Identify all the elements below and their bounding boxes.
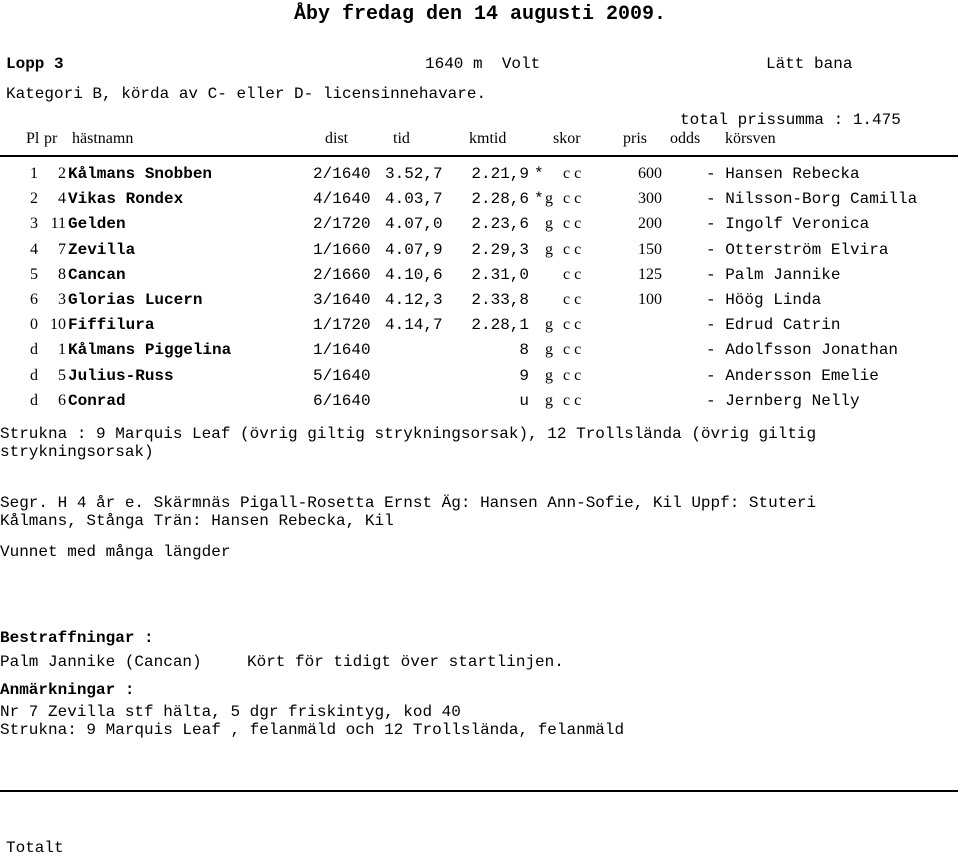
table-row	[0, 241, 960, 266]
cell-pris: 200	[638, 215, 662, 233]
race-track: Lätt bana	[766, 55, 853, 73]
table-row	[0, 215, 960, 240]
table-row	[0, 392, 960, 417]
cell-horse: Vikas Rondex	[68, 190, 184, 209]
table-row	[0, 341, 960, 366]
cell-driver: - Jernberg Nelly	[706, 391, 860, 410]
cell-shoes: c c	[563, 391, 582, 409]
header-pr: pr	[44, 130, 58, 147]
cell-g: g	[545, 341, 553, 359]
remarks-line1: Nr 7 Zevilla stf hälta, 5 dgr friskintyg, kod 40	[0, 703, 461, 721]
cell-driver: - Höög Linda	[706, 291, 822, 309]
prize-total: total prissumma : 1.475	[680, 111, 901, 129]
cell-mark: *	[534, 165, 544, 183]
header-pl: Pl	[26, 130, 40, 147]
cell-pr: 8	[58, 265, 66, 283]
cell-pr: 10	[50, 316, 66, 334]
cell-pr: 6	[58, 391, 66, 409]
cell-pl: d	[30, 341, 38, 359]
cell-tid: 4.12,3	[385, 291, 443, 309]
cell-shoes: c c	[563, 265, 582, 283]
cell-g: g	[545, 391, 553, 409]
cell-pr: 4	[58, 190, 66, 208]
race-name: Lopp 3	[6, 55, 64, 73]
cell-driver: - Edrud Catrin	[706, 316, 841, 335]
cell-dist: 4/1640	[313, 190, 371, 209]
table-row	[0, 291, 960, 316]
cell-driver: - Andersson Emelie	[706, 366, 879, 385]
cell-dist: 2/1640	[313, 165, 371, 183]
header-kmtid: kmtid	[469, 130, 507, 147]
cell-pl: d	[30, 391, 38, 409]
cell-pris: 300	[638, 190, 662, 208]
cell-pl: d	[30, 366, 38, 384]
cell-pl: 0	[30, 316, 38, 334]
cell-pris: 600	[638, 165, 662, 182]
cell-dist: 1/1640	[313, 341, 371, 360]
cell-horse: Conrad	[68, 391, 126, 410]
cell-g: g	[545, 240, 553, 258]
cell-kmtid: 2.23,6	[471, 215, 529, 234]
cell-driver: - Ingolf Veronica	[706, 215, 870, 234]
cell-pr: 3	[58, 291, 66, 308]
cell-driver: - Otterström Elvira	[706, 240, 889, 259]
cell-horse: Gelden	[68, 215, 126, 234]
cell-tid: 4.10,6	[385, 265, 443, 284]
header-tid: tid	[393, 130, 410, 147]
cell-pr: 5	[58, 366, 66, 384]
strukna-line1: Strukna : 9 Marquis Leaf (övrig giltig strykningsorsak), 12 Trollslända (övrig giltig	[0, 425, 817, 443]
cell-horse: Cancan	[68, 265, 126, 284]
cell-horse: Glorias Lucern	[68, 291, 203, 309]
cell-horse: Zevilla	[68, 240, 136, 259]
race-category: Kategori B, körda av C- eller D- licensinnehavare.	[6, 85, 487, 103]
winner-info-line1: Segr. H 4 år e. Skärmnäs Pigall-Rosetta Ernst Äg: Hansen Ann-Sofie, Kil Uppf: Stuteri	[0, 494, 817, 512]
winner-info-line2: Kålmans, Stånga Trän: Hansen Rebecka, Kil	[0, 512, 394, 530]
cell-shoes: c c	[563, 165, 582, 182]
cell-shoes: c c	[563, 366, 582, 384]
penalties-heading: Bestraffningar :	[0, 629, 154, 647]
cell-pr: 7	[58, 240, 66, 258]
cell-pris: 125	[638, 265, 662, 283]
header-skor: skor	[553, 130, 581, 147]
cell-shoes: c c	[563, 215, 582, 233]
table-row	[0, 190, 960, 215]
footer-total: Totalt	[6, 839, 64, 857]
header-driver: körsven	[725, 130, 776, 147]
table-row	[0, 266, 960, 291]
cell-driver: - Nilsson-Borg Camilla	[706, 190, 918, 209]
table-row	[0, 165, 960, 190]
cell-pl: 5	[30, 265, 38, 283]
cell-kmtid: 2.29,3	[471, 240, 529, 259]
cell-pris: 100	[638, 291, 662, 308]
cell-dist: 2/1720	[313, 215, 371, 234]
cell-pr: 1	[58, 341, 66, 359]
header-horse: hästnamn	[72, 130, 134, 147]
race-distance-start: 1640 m Volt	[425, 55, 541, 73]
cell-driver: - Hansen Rebecka	[706, 165, 860, 183]
cell-dist: 1/1660	[313, 240, 371, 259]
page-title: Åby fredag den 14 augusti 2009.	[293, 3, 667, 26]
cell-pr: 2	[58, 165, 66, 182]
cell-horse: Kålmans Snobben	[68, 165, 213, 183]
cell-kmtid: 9	[519, 366, 529, 385]
cell-kmtid: 2.33,8	[471, 291, 529, 309]
cell-tid: 4.03,7	[385, 190, 443, 209]
cell-kmtid: 2.31,0	[471, 265, 529, 284]
cell-kmtid: 8	[519, 341, 529, 360]
cell-tid: 4.07,0	[385, 215, 443, 234]
penalties-text: Kört för tidigt över startlinjen.	[247, 653, 564, 671]
cell-pr: 11	[50, 215, 66, 233]
cell-dist: 6/1640	[313, 391, 371, 410]
cell-pl: 4	[30, 240, 38, 258]
cell-pl: 1	[30, 165, 38, 182]
footer-divider	[0, 790, 958, 792]
cell-dist: 5/1640	[313, 366, 371, 385]
cell-pl: 6	[30, 291, 38, 308]
cell-shoes: c c	[563, 291, 582, 308]
cell-kmtid: 2.28,6	[471, 190, 529, 209]
cell-kmtid: 2.21,9	[471, 165, 529, 183]
cell-driver: - Adolfsson Jonathan	[706, 341, 899, 360]
cell-horse: Kålmans Piggelina	[68, 341, 232, 360]
cell-shoes: c c	[563, 341, 582, 359]
cell-horse: Fiffilura	[68, 316, 155, 335]
header-dist: dist	[325, 130, 349, 147]
cell-horse: Julius-Russ	[68, 366, 174, 385]
cell-tid: 4.07,9	[385, 240, 443, 259]
cell-dist: 1/1720	[313, 316, 371, 335]
header-pris: pris	[623, 130, 647, 147]
cell-dist: 2/1660	[313, 265, 371, 284]
cell-g: g	[545, 316, 553, 334]
cell-tid: 3.52,7	[385, 165, 443, 183]
remarks-line2: Strukna: 9 Marquis Leaf , felanmäld och 12 Trollslända, felanmäld	[0, 721, 625, 739]
cell-pris: 150	[638, 240, 662, 258]
cell-kmtid: 2.28,1	[471, 316, 529, 335]
header-divider	[0, 155, 958, 157]
cell-shoes: c c	[563, 240, 582, 258]
cell-shoes: c c	[563, 316, 582, 334]
cell-mark: *	[534, 190, 544, 209]
cell-g: g	[545, 190, 553, 208]
table-row	[0, 316, 960, 341]
strukna-line2: strykningsorsak)	[0, 443, 154, 461]
cell-g: g	[545, 215, 553, 233]
winner-info-line3: Vunnet med många längder	[0, 543, 231, 561]
cell-driver: - Palm Jannike	[706, 265, 841, 284]
header-odds: odds	[670, 130, 701, 147]
cell-pl: 3	[30, 215, 38, 233]
cell-dist: 3/1640	[313, 291, 371, 309]
cell-g: g	[545, 366, 553, 384]
cell-pl: 2	[30, 190, 38, 208]
table-row	[0, 367, 960, 392]
cell-kmtid: u	[519, 391, 529, 410]
cell-shoes: c c	[563, 190, 582, 208]
penalties-name: Palm Jannike (Cancan)	[0, 653, 202, 671]
cell-tid: 4.14,7	[385, 316, 443, 335]
remarks-heading: Anmärkningar :	[0, 681, 135, 699]
